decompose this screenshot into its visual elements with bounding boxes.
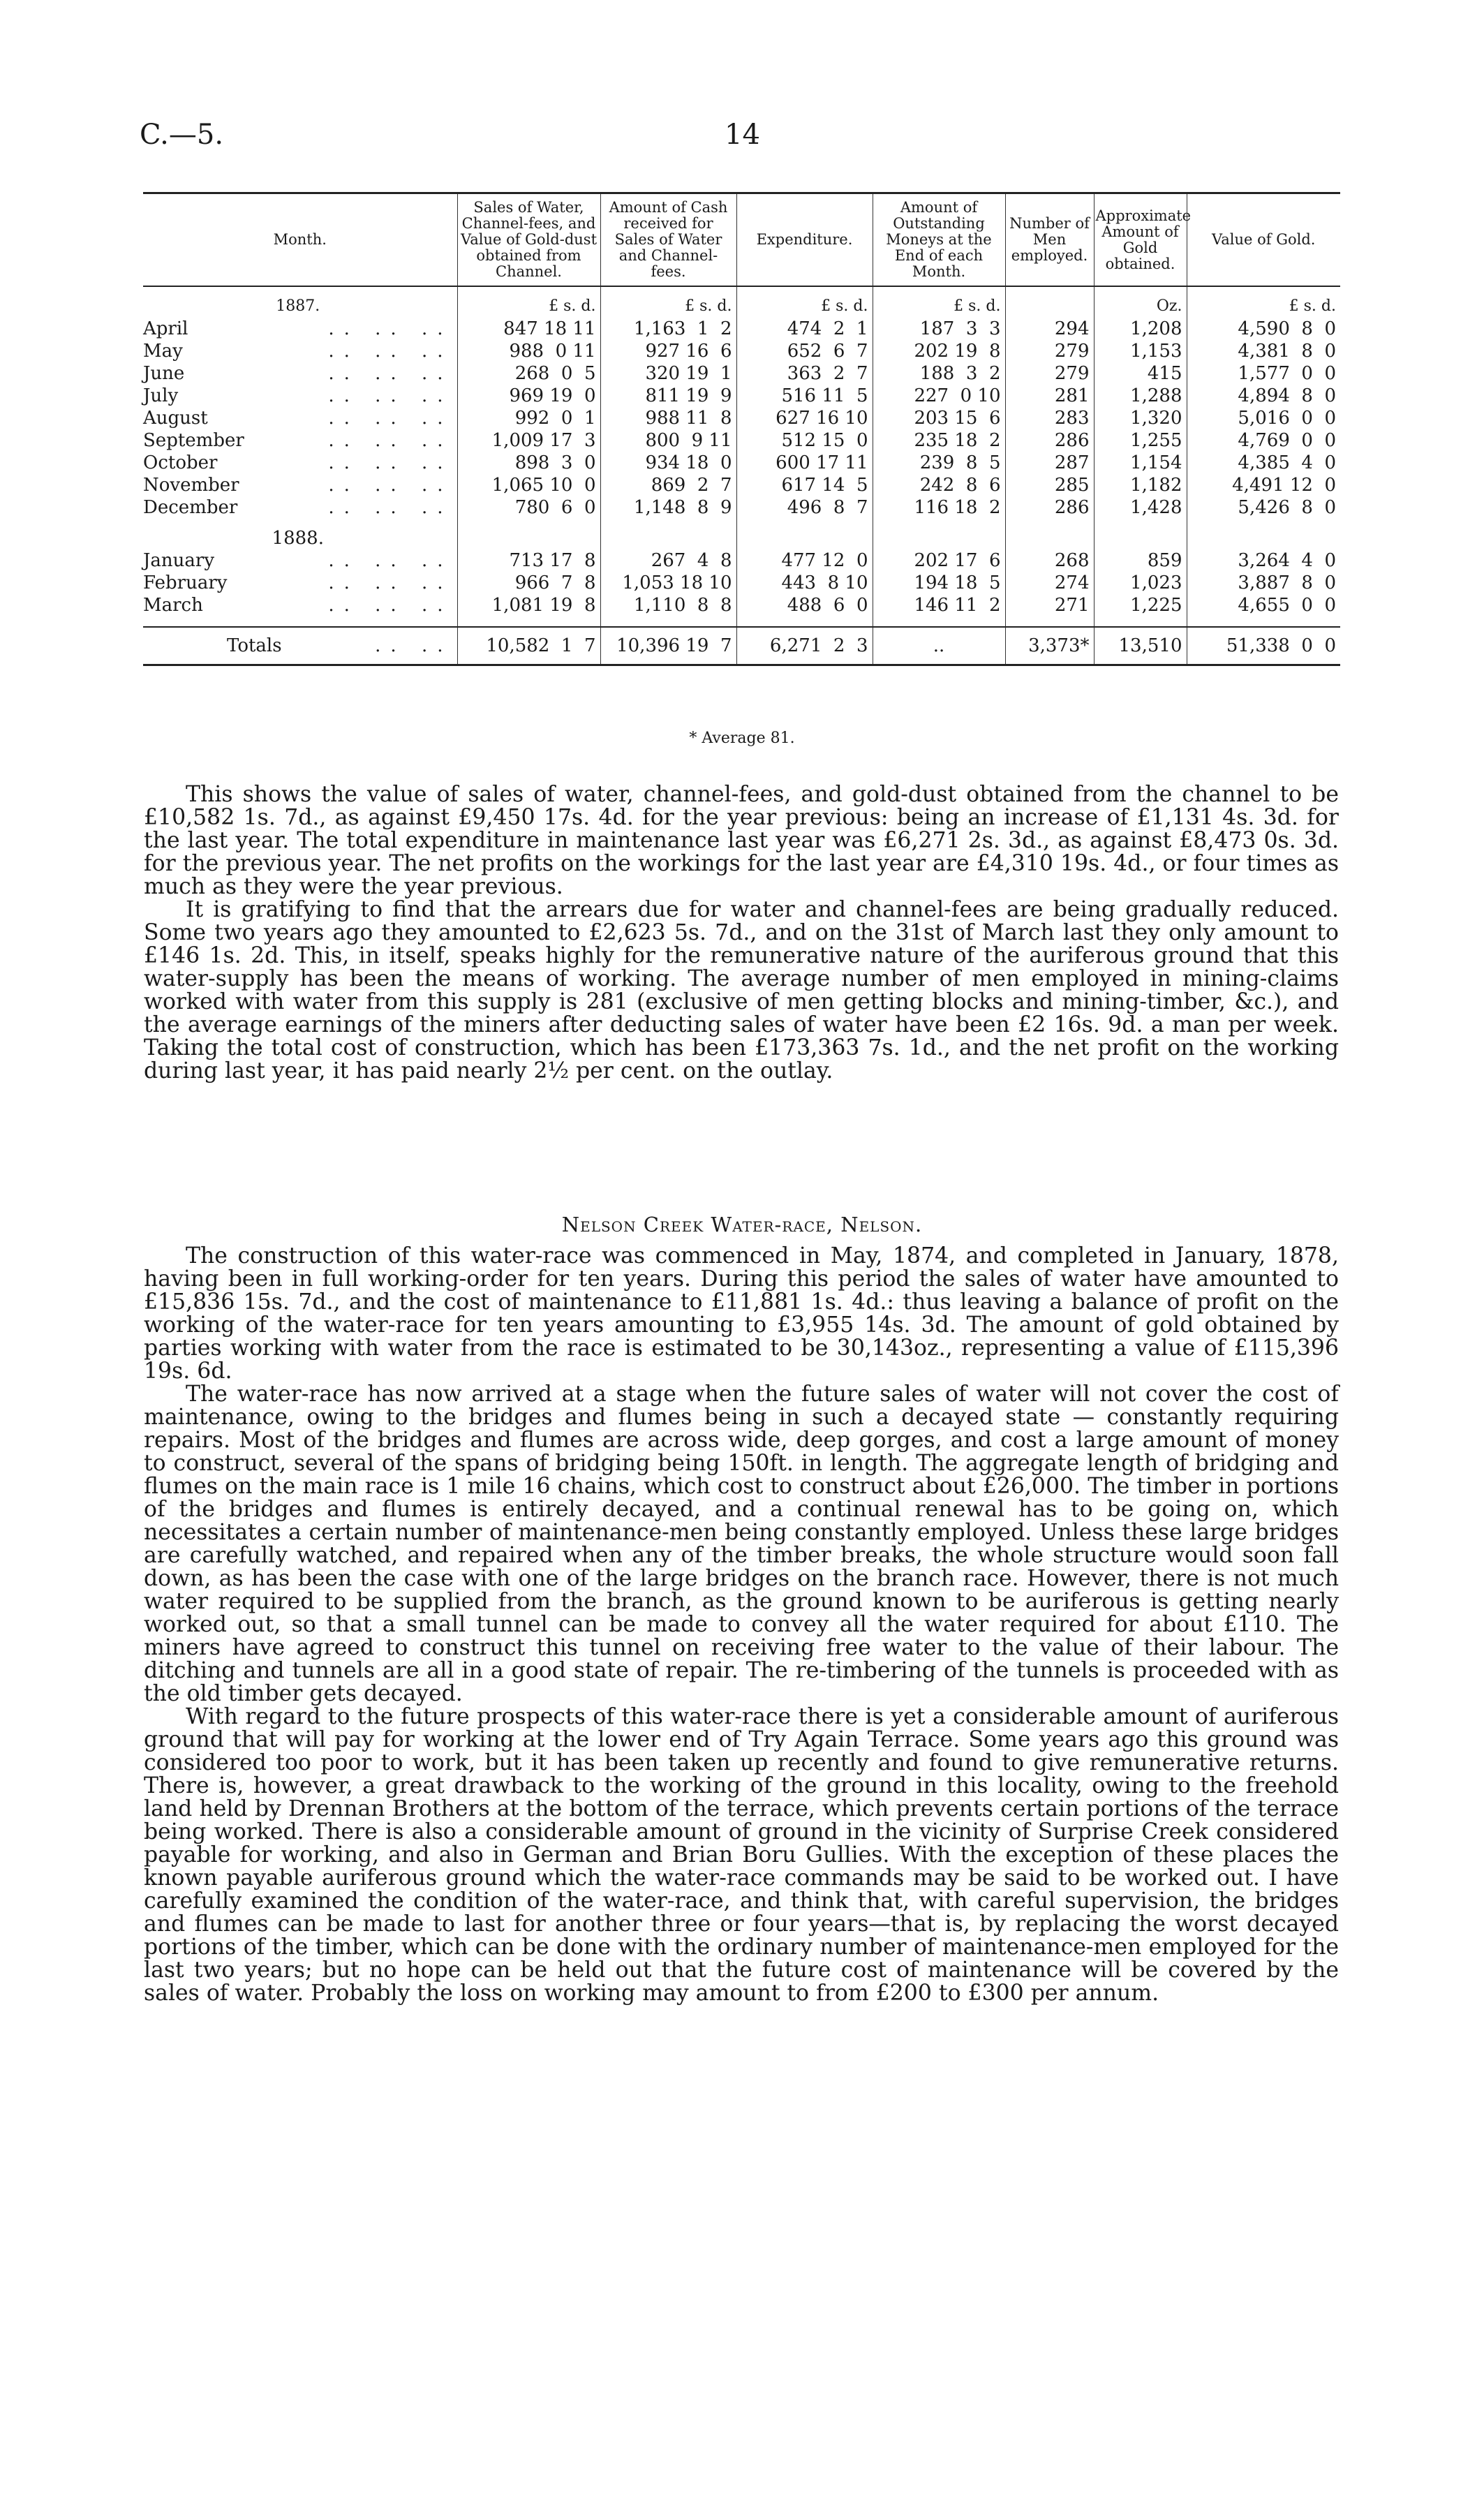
cell-expenditure: 600 17 11 — [736, 452, 873, 474]
cell-value: 4,491 12 0 — [1187, 474, 1340, 496]
month-cell — [143, 496, 457, 519]
cell-cash: 1,163 1 2 — [600, 318, 736, 340]
cell-men: 294 — [1005, 318, 1094, 340]
total-cash: 10,396 19 7 — [600, 627, 736, 665]
cell-men: 286 — [1005, 496, 1094, 519]
cell-cash: 800 9 11 — [600, 429, 736, 452]
cell-sales: 847 18 11 — [457, 318, 600, 340]
cell-outstanding: 187 3 3 — [873, 318, 1005, 340]
cell-men: 286 — [1005, 429, 1094, 452]
cell-men: 283 — [1005, 407, 1094, 429]
paragraph: The construction of this water-race was commenced in May, 1874, and completed in January, 1878, having been in full working-order for ten years. During this period the sales of water have amounted to £15,836 15s. 7d., and the cost of maintenance to £11,881 1s. 4d.: thus leaving a balance of profit on the working of the water-race for ten years amounting to £3,955 14s. 3d. The amount of gold obtained by parties working with water from the race is estimated to be 30,143oz., representing a value of £115,396 19s. 6d. — [144, 1243, 1339, 1384]
unit-label: £ s. d. — [457, 286, 600, 318]
cell-men: 268 — [1005, 549, 1094, 572]
leader-dots: .. .. .. — [328, 452, 453, 473]
empty-cell — [457, 519, 600, 549]
cell-expenditure: 363 2 7 — [736, 362, 873, 385]
unit-label: £ s. d. — [1187, 286, 1340, 318]
month-name: November — [143, 475, 239, 496]
cell-expenditure: 512 15 0 — [736, 429, 873, 452]
month-name: March — [143, 595, 203, 616]
header-gold-amount: Approximate Amount of Gold obtained. — [1094, 193, 1187, 287]
month-name: February — [143, 572, 228, 593]
year-label: 1888. — [272, 528, 324, 549]
unit-label: Oz. — [1094, 286, 1187, 318]
cell-outstanding: 116 18 2 — [873, 496, 1005, 519]
leader-dots: .. .. .. — [328, 363, 453, 384]
cell-value: 3,264 4 0 — [1187, 549, 1340, 572]
month-cell — [143, 340, 457, 362]
cell-outstanding: 239 8 5 — [873, 452, 1005, 474]
cell-sales: 1,009 17 3 — [457, 429, 600, 452]
month-cell — [143, 594, 457, 627]
cell-sales: 1,065 10 0 — [457, 474, 600, 496]
cell-gold: 1,153 — [1094, 340, 1187, 362]
table-row — [143, 549, 1340, 572]
cell-expenditure: 496 8 7 — [736, 496, 873, 519]
cell-outstanding: 203 15 6 — [873, 407, 1005, 429]
section-heading: Nelson Creek Water-race, Nelson. — [561, 1213, 923, 1236]
table-row — [143, 407, 1340, 429]
year-row-1887 — [143, 286, 1340, 318]
cell-sales: 898 3 0 — [457, 452, 600, 474]
leader-dots: .. .. .. — [328, 497, 453, 518]
cell-value: 1,577 0 0 — [1187, 362, 1340, 385]
table-header-row — [143, 193, 1340, 287]
cell-outstanding: 146 11 2 — [873, 594, 1005, 627]
total-expenditure: 6,271 2 3 — [736, 627, 873, 665]
unit-label: £ s. d. — [736, 286, 873, 318]
month-name: October — [143, 452, 218, 473]
cell-cash: 320 19 1 — [600, 362, 736, 385]
month-cell — [143, 474, 457, 496]
cell-cash: 1,148 8 9 — [600, 496, 736, 519]
cell-gold: 1,208 — [1094, 318, 1187, 340]
table-row — [143, 340, 1340, 362]
cell-men: 271 — [1005, 594, 1094, 627]
month-name: April — [143, 318, 188, 339]
cell-sales: 992 0 1 — [457, 407, 600, 429]
cell-men: 281 — [1005, 385, 1094, 407]
cell-outstanding: 202 19 8 — [873, 340, 1005, 362]
cell-outstanding: 202 17 6 — [873, 549, 1005, 572]
cell-value: 4,655 0 0 — [1187, 594, 1340, 627]
cell-sales: 713 17 8 — [457, 549, 600, 572]
month-name: January — [143, 550, 215, 571]
month-name: August — [143, 408, 208, 429]
empty-cell — [1005, 519, 1094, 549]
table-row — [143, 318, 1340, 340]
month-cell — [143, 407, 457, 429]
cell-outstanding: 235 18 2 — [873, 429, 1005, 452]
table-row — [143, 572, 1340, 594]
cell-expenditure: 474 2 1 — [736, 318, 873, 340]
cell-outstanding: 227 0 10 — [873, 385, 1005, 407]
month-cell — [143, 318, 457, 340]
table-footnote: * Average 81. — [689, 730, 795, 747]
table-row — [143, 429, 1340, 452]
paragraph: It is gratifying to find that the arrears due for water and channel-fees are being gradually reduced. Some two years ago they amounted to £2,623 5s. 7d., and on the 31st of March last they only amount to £146 1s. 2d. This, in itself, speaks highly for the remunerative nature of the auriferous ground that this water-supply has been the means of working. The average number of men employed in mining-claims worked with water from this supply is 281 (exclusive of men getting blocks and mining-timber, &c.), and the average earnings of the miners after deducting sales of water have been £2 16s. 9d. a man per week. Taking the total cost of construction, which has been £173,363 7s. 1d., and the net profit on the working during last year, it has paid nearly 2½ per cent. on the outlay. — [144, 897, 1339, 1084]
cell-sales: 969 19 0 — [457, 385, 600, 407]
cell-cash: 988 11 8 — [600, 407, 736, 429]
cell-expenditure: 477 12 0 — [736, 549, 873, 572]
header-expenditure: Expenditure. — [736, 193, 873, 287]
month-cell — [143, 452, 457, 474]
month-name: July — [143, 385, 179, 406]
cell-value: 4,385 4 0 — [1187, 452, 1340, 474]
leader-dots: .. .. .. — [328, 385, 453, 406]
header-month: Month. — [273, 231, 327, 248]
empty-cell — [1094, 519, 1187, 549]
empty-cell — [873, 519, 1005, 549]
leader-dots: .. .. .. — [328, 475, 453, 496]
unit-label: £ s. d. — [873, 286, 1005, 318]
cell-sales: 268 0 5 — [457, 362, 600, 385]
cell-gold: 1,288 — [1094, 385, 1187, 407]
summary-paragraphs — [144, 783, 1339, 1083]
cell-sales: 988 0 11 — [457, 340, 600, 362]
cell-gold: 1,225 — [1094, 594, 1187, 627]
cell-value: 4,894 8 0 — [1187, 385, 1340, 407]
cell-expenditure: 516 11 5 — [736, 385, 873, 407]
year-label: 1887. — [276, 297, 320, 315]
month-name: June — [143, 363, 185, 384]
cell-value: 4,590 8 0 — [1187, 318, 1340, 340]
header-men: Number of Men employed. — [1005, 193, 1094, 287]
cell-sales: 1,081 19 8 — [457, 594, 600, 627]
leader-dots: .. .. .. — [328, 550, 453, 571]
cell-value: 4,769 0 0 — [1187, 429, 1340, 452]
cell-sales: 966 7 8 — [457, 572, 600, 594]
month-cell — [143, 429, 457, 452]
cell-gold: 1,428 — [1094, 496, 1187, 519]
cell-expenditure: 627 16 10 — [736, 407, 873, 429]
empty-cell — [1187, 519, 1340, 549]
cell-men: 287 — [1005, 452, 1094, 474]
cell-cash: 1,053 18 10 — [600, 572, 736, 594]
header-sales: Sales of Water, Channel-fees, and Value of Gold-dust obtained from Channel. — [457, 193, 600, 287]
cell-gold: 1,154 — [1094, 452, 1187, 474]
total-value: 51,338 0 0 — [1187, 627, 1340, 665]
totals-label: Totals — [227, 635, 282, 656]
unit-label — [1005, 286, 1094, 318]
cell-expenditure: 488 6 0 — [736, 594, 873, 627]
table-row — [143, 594, 1340, 627]
cell-cash: 1,110 8 8 — [600, 594, 736, 627]
cell-outstanding: 188 3 2 — [873, 362, 1005, 385]
cell-expenditure: 652 6 7 — [736, 340, 873, 362]
header-gold-value: Value of Gold. — [1187, 193, 1340, 287]
leader-dots: .. .. .. — [328, 408, 453, 429]
month-name: December — [143, 497, 238, 518]
leader-dots: .. .. — [375, 635, 453, 656]
cell-gold: 1,182 — [1094, 474, 1187, 496]
cell-men: 285 — [1005, 474, 1094, 496]
cell-value: 5,426 8 0 — [1187, 496, 1340, 519]
page-number: 14 — [725, 119, 760, 151]
unit-label: £ s. d. — [600, 286, 736, 318]
cell-men: 274 — [1005, 572, 1094, 594]
leader-dots: .. .. .. — [328, 318, 453, 339]
total-gold: 13,510 — [1094, 627, 1187, 665]
leader-dots: .. .. .. — [328, 341, 453, 362]
cell-value: 5,016 0 0 — [1187, 407, 1340, 429]
cell-cash: 267 4 8 — [600, 549, 736, 572]
cell-gold: 1,320 — [1094, 407, 1187, 429]
cell-gold: 859 — [1094, 549, 1187, 572]
month-cell — [143, 385, 457, 407]
paragraph: The water-race has now arrived at a stage when the future sales of water will not cover the cost of maintenance, owing to the bridges and flumes being in such a decayed state — constantly requiring repairs. Most of the bridges and flumes are across wide, deep gorges, and cost a large amount of money to construct, several of the spans of bridging being 150ft. in length. The aggregate length of bridging and flumes on the main race is 1 mile 16 chains, which cost to construct about £26,000. The timber in portions of the bridges and flumes is entirely decayed, and a continual renewal has to be going on, which necessitates a certain number of maintenance-men being constantly employed. Unless these large bridges are carefully watched, and repaired when any of the timber breaks, the whole structure would soon fall down, as has been the case with one of the large bridges on the branch race. However, there is not much water required to be supplied from the branch, as the ground known to be auriferous is getting nearly worked out, so that a small tunnel can be made to convey all the water required for about £110. The miners have agreed to construct this tunnel on receiving free water to the value of their labour. The ditching and tunnels are all in a good state of repair. The re-timbering of the tunnels is proceeded with as the old timber gets decayed. — [144, 1382, 1339, 1706]
month-cell — [143, 572, 457, 594]
water-race-accounts-table — [143, 192, 1340, 666]
cell-gold: 1,023 — [1094, 572, 1187, 594]
paragraph: With regard to the future prospects of this water-race there is yet a considerable amount of auriferous ground that will pay for working at the lower end of Try Again Terrace. Some years ago this ground was considered too poor to work, but it has been taken up recently and found to give remunerative returns. There is, however, a great drawback to the working of the ground in this locality, owing to the freehold land held by Drennan Brothers at the bottom of the terrace, which prevents certain portions of the terrace being worked. There is also a considerable amount of ground in the vicinity of Surprise Creek considered payable for working, and also in German and Brian Boru Gullies. With the exception of these places the known payable auriferous ground which the water-race commands may be said to be worked out. I have carefully examined the condition of the water-race, and think that, with careful supervision, the bridges and flumes can be made to last for another three or four years—that is, by replacing the worst decayed portions of the timber, which can be done with the ordinary number of maintenance-men employed for the last two years; but no hope can be held out that the future cost of maintenance will be covered by the sales of water. Probably the loss on working may amount to from £200 to £300 per annum. — [144, 1704, 1339, 2006]
cell-sales: 780 6 0 — [457, 496, 600, 519]
header-cash: Amount of Cash received for Sales of Water and Channel-fees. — [600, 193, 736, 287]
cell-outstanding: 194 18 5 — [873, 572, 1005, 594]
cell-outstanding: 242 8 6 — [873, 474, 1005, 496]
cell-gold: 415 — [1094, 362, 1187, 385]
month-cell — [143, 362, 457, 385]
empty-cell — [600, 519, 736, 549]
empty-cell — [736, 519, 873, 549]
table-row — [143, 452, 1340, 474]
cell-value: 4,381 8 0 — [1187, 340, 1340, 362]
header-outstanding: Amount of Outstanding Moneys at the End of each Month. — [873, 193, 1005, 287]
totals-label-cell — [143, 627, 457, 665]
leader-dots: .. .. .. — [328, 430, 453, 451]
cell-gold: 1,255 — [1094, 429, 1187, 452]
cell-expenditure: 617 14 5 — [736, 474, 873, 496]
table-row — [143, 362, 1340, 385]
totals-row — [143, 627, 1340, 665]
total-sales: 10,582 1 7 — [457, 627, 600, 665]
leader-dots: .. .. .. — [328, 572, 453, 593]
cell-value: 3,887 8 0 — [1187, 572, 1340, 594]
paragraph: This shows the value of sales of water, channel-fees, and gold-dust obtained from the channel to be £10,582 1s. 7d., as against £9,450 17s. 4d. for the year previous: being an increase of £1,131 4s. 3d. for the last year. The total expenditure in maintenance last year was £6,271 2s. 3d., as against £8,473 0s. 3d. for the previous year. The net profits on the workings for the last year are £4,310 19s. 4d., or four times as much as they were the year previous. — [144, 782, 1339, 899]
month-name: May — [143, 341, 183, 362]
total-outstanding: .. — [873, 627, 1005, 665]
table-row — [143, 385, 1340, 407]
month-cell — [143, 549, 457, 572]
cell-cash: 811 19 9 — [600, 385, 736, 407]
month-name: September — [143, 430, 244, 451]
cell-men: 279 — [1005, 362, 1094, 385]
leader-dots: .. .. .. — [328, 595, 453, 616]
cell-cash: 934 18 0 — [600, 452, 736, 474]
nelson-creek-paragraphs — [144, 1245, 1339, 2005]
table-row — [143, 496, 1340, 519]
cell-men: 279 — [1005, 340, 1094, 362]
cell-expenditure: 443 8 10 — [736, 572, 873, 594]
table-row — [143, 474, 1340, 496]
cell-cash: 869 2 7 — [600, 474, 736, 496]
document-series-label: C.—5. — [140, 119, 224, 151]
cell-cash: 927 16 6 — [600, 340, 736, 362]
total-men: 3,373* — [1005, 627, 1094, 665]
year-row-1888 — [143, 519, 1340, 549]
